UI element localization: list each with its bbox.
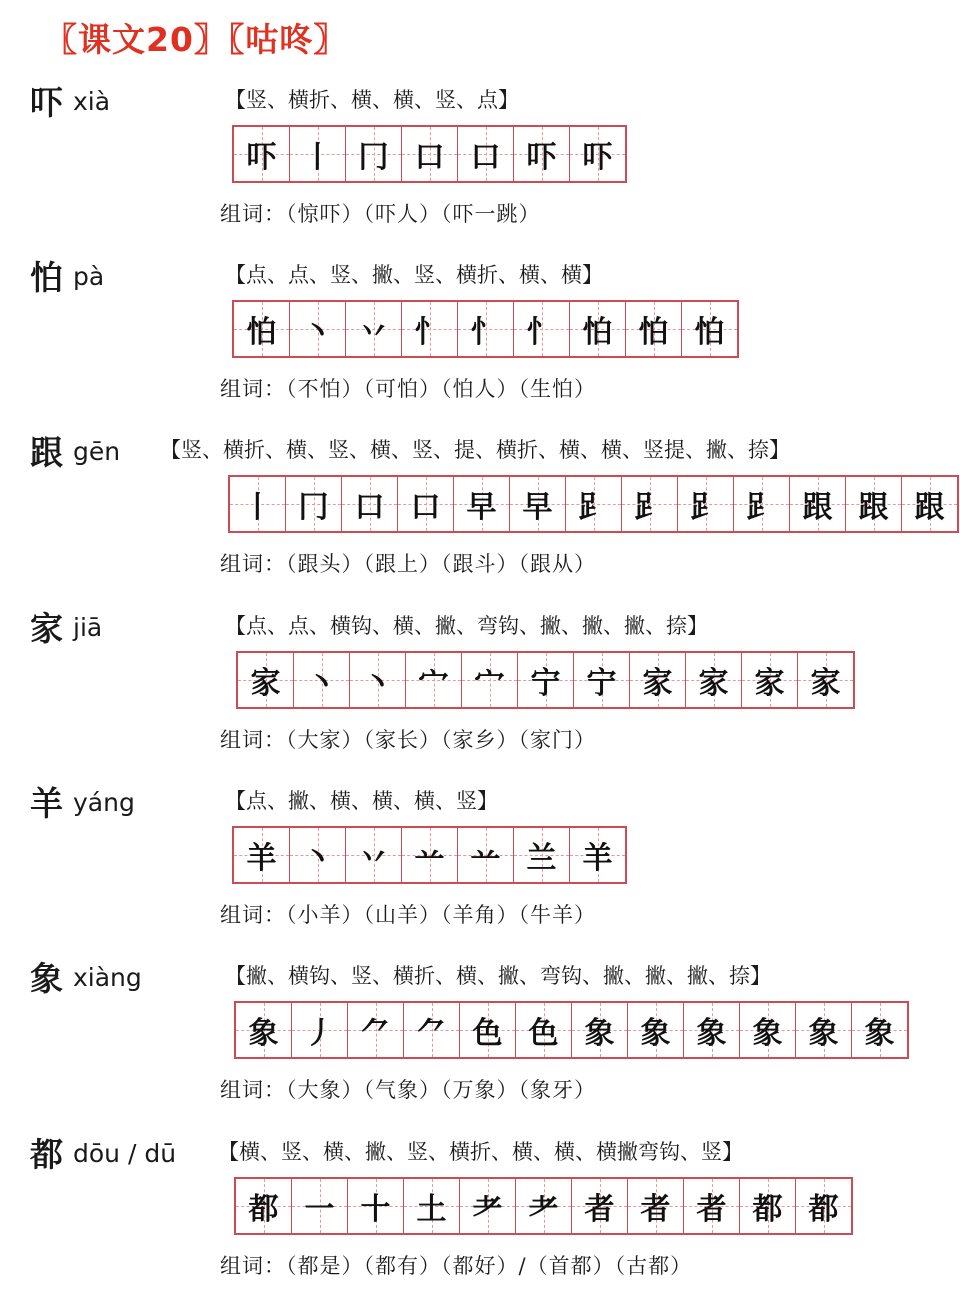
stroke-step: 兰	[526, 841, 557, 876]
character: 吓	[30, 83, 63, 122]
stroke-step: 家	[698, 666, 729, 701]
stroke-step: 早	[522, 490, 553, 525]
grid-cell	[286, 477, 342, 531]
grid-cell	[402, 828, 458, 882]
grid-cell	[346, 302, 402, 356]
word-examples: 组词：（不怕）（可怕）（怕人）（生怕）	[220, 377, 596, 401]
stroke-step: 宁	[530, 666, 561, 701]
stroke-step: 𧾷	[578, 490, 609, 525]
stroke-step: 忄	[526, 315, 557, 350]
pinyin: xià	[73, 87, 111, 116]
grid-cell	[514, 828, 570, 882]
stroke-step: 怕	[582, 315, 613, 350]
stroke-step: 早	[466, 490, 497, 525]
stroke-step: 象	[864, 1016, 895, 1051]
stroke-step: 冂	[298, 490, 329, 525]
grid-cell	[458, 828, 514, 882]
stroke-step: 都	[752, 1192, 783, 1227]
character-entry	[0, 82, 960, 252]
character-heading	[30, 958, 142, 999]
stroke-step: 宀	[474, 666, 505, 701]
stroke-step: 忄	[414, 315, 445, 350]
grid-cell	[734, 477, 790, 531]
grid-cell	[454, 477, 510, 531]
grid-cell	[342, 477, 398, 531]
grid-cell	[798, 653, 853, 707]
grid-cell	[458, 127, 514, 181]
stroke-order-grid	[234, 1177, 853, 1235]
grid-cell	[346, 828, 402, 882]
grid-cell	[402, 127, 458, 181]
stroke-order-text: 【竖、横折、横、横、竖、点】	[225, 88, 519, 112]
character: 羊	[30, 784, 63, 823]
stroke-step: 怕	[638, 315, 669, 350]
stroke-step: 𧾷	[690, 490, 721, 525]
grid-cell	[236, 1179, 292, 1233]
stroke-step: 𧾷	[746, 490, 777, 525]
grid-cell	[628, 1179, 684, 1233]
stroke-step: 家	[250, 666, 281, 701]
grid-cell	[902, 477, 957, 531]
stroke-step: 跟	[858, 490, 889, 525]
character: 怕	[30, 258, 63, 297]
stroke-step: 怕	[694, 315, 725, 350]
grid-cell	[740, 1179, 796, 1233]
stroke-step: 象	[248, 1016, 279, 1051]
stroke-step: 冂	[358, 140, 389, 175]
grid-cell	[682, 302, 737, 356]
character-heading	[30, 432, 120, 473]
stroke-step: 耂	[528, 1192, 559, 1227]
word-examples: 组词：（小羊）（山羊）（羊角）（牛羊）	[220, 903, 596, 927]
grid-cell	[346, 127, 402, 181]
character-entry	[0, 257, 960, 427]
grid-cell	[518, 653, 574, 707]
character-entry	[0, 432, 960, 602]
grid-cell	[516, 1179, 572, 1233]
grid-cell	[462, 653, 518, 707]
word-examples: 组词：（跟头）（跟上）（跟斗）（跟从）	[220, 552, 596, 576]
character: 都	[30, 1135, 63, 1174]
stroke-order-text: 【竖、横折、横、竖、横、竖、提、横折、横、横、竖提、撇、捺】	[160, 438, 790, 462]
grid-cell	[686, 653, 742, 707]
stroke-step: 跟	[914, 490, 945, 525]
stroke-step: 口	[470, 140, 501, 175]
character-heading	[30, 257, 104, 298]
stroke-step: 丶	[306, 666, 337, 701]
stroke-step: 羊	[246, 841, 277, 876]
grid-cell	[796, 1003, 852, 1057]
stroke-step: 家	[810, 666, 841, 701]
stroke-step: ⺈	[360, 1016, 391, 1051]
grid-cell	[514, 127, 570, 181]
pinyin: dōu / dū	[73, 1139, 177, 1168]
character-heading	[30, 82, 110, 123]
grid-cell	[846, 477, 902, 531]
grid-cell	[458, 302, 514, 356]
grid-cell	[796, 1179, 851, 1233]
character-entry	[0, 958, 960, 1128]
stroke-step: 口	[410, 490, 441, 525]
stroke-order-grid	[232, 300, 739, 358]
grid-cell	[290, 828, 346, 882]
grid-cell	[566, 477, 622, 531]
stroke-order-grid	[234, 1001, 909, 1059]
character-entry	[0, 783, 960, 953]
grid-cell	[350, 653, 406, 707]
stroke-order-text: 【点、点、竖、撇、竖、横折、横、横】	[225, 263, 603, 287]
stroke-step: 象	[696, 1016, 727, 1051]
grid-cell	[572, 1003, 628, 1057]
grid-cell	[294, 653, 350, 707]
stroke-step: 象	[752, 1016, 783, 1051]
grid-cell	[622, 477, 678, 531]
word-examples: 组词：（大家）（家长）（家乡）（家门）	[220, 728, 596, 752]
pinyin: xiàng	[73, 963, 142, 992]
stroke-step: 宁	[586, 666, 617, 701]
stroke-step: 象	[584, 1016, 615, 1051]
stroke-step: 口	[354, 490, 385, 525]
stroke-step: 十	[360, 1192, 391, 1227]
character-entry	[0, 1134, 960, 1304]
grid-cell	[292, 1179, 348, 1233]
grid-cell	[236, 1003, 292, 1057]
stroke-step: 吓	[526, 140, 557, 175]
character-heading	[30, 783, 135, 824]
stroke-step: 䒑	[414, 841, 445, 876]
stroke-step: 丷	[358, 315, 389, 350]
stroke-step: 怕	[246, 315, 277, 350]
stroke-order-text: 【横、竖、横、撇、竖、横折、横、横、横撇弯钩、竖】	[218, 1140, 743, 1164]
grid-cell	[570, 127, 625, 181]
stroke-order-text: 【点、点、横钩、横、撇、弯钩、撇、撇、撇、捺】	[225, 614, 708, 638]
word-examples: 组词：（都是）（都有）（都好）/（首都）（古都）	[220, 1254, 693, 1278]
character: 家	[30, 609, 63, 648]
grid-cell	[852, 1003, 907, 1057]
stroke-step: 忄	[470, 315, 501, 350]
stroke-order-text: 【点、撇、横、横、横、竖】	[225, 789, 498, 813]
pinyin: pà	[73, 262, 105, 291]
stroke-step: 者	[584, 1192, 615, 1227]
stroke-step: 家	[642, 666, 673, 701]
stroke-step: 丨	[302, 140, 333, 175]
grid-cell	[230, 477, 286, 531]
stroke-order-grid	[236, 651, 855, 709]
grid-cell	[348, 1003, 404, 1057]
grid-cell	[630, 653, 686, 707]
character: 象	[30, 959, 63, 998]
stroke-step: 䒑	[470, 841, 501, 876]
grid-cell	[348, 1179, 404, 1233]
stroke-step: 丶	[302, 841, 333, 876]
stroke-step: 宀	[418, 666, 449, 701]
stroke-step: 象	[640, 1016, 671, 1051]
stroke-step: 耂	[472, 1192, 503, 1227]
stroke-step: 土	[416, 1192, 447, 1227]
page-title: 〖课文20〗〖咕咚〗	[44, 20, 348, 59]
grid-cell	[460, 1003, 516, 1057]
grid-cell	[574, 653, 630, 707]
word-examples: 组词：（大象）（气象）（万象）（象牙）	[220, 1078, 596, 1102]
grid-cell	[290, 127, 346, 181]
grid-cell	[570, 828, 625, 882]
stroke-step: 吓	[246, 140, 277, 175]
pinyin: yáng	[73, 788, 135, 817]
pinyin: gēn	[73, 437, 121, 466]
stroke-step: 丶	[362, 666, 393, 701]
stroke-step: 色	[472, 1016, 503, 1051]
grid-cell	[740, 1003, 796, 1057]
stroke-step: 口	[414, 140, 445, 175]
stroke-step: 吓	[582, 140, 613, 175]
stroke-step: 都	[808, 1192, 839, 1227]
stroke-step: 都	[248, 1192, 279, 1227]
stroke-step: 跟	[802, 490, 833, 525]
grid-cell	[626, 302, 682, 356]
grid-cell	[790, 477, 846, 531]
grid-cell	[404, 1003, 460, 1057]
grid-cell	[234, 127, 290, 181]
stroke-step: 者	[640, 1192, 671, 1227]
grid-cell	[684, 1179, 740, 1233]
grid-cell	[404, 1179, 460, 1233]
stroke-order-text: 【撇、横钩、竖、横折、横、撇、弯钩、撇、撇、撇、捺】	[225, 964, 771, 988]
stroke-step: 丨	[242, 490, 273, 525]
grid-cell	[292, 1003, 348, 1057]
grid-cell	[514, 302, 570, 356]
stroke-step: ⺈	[416, 1016, 447, 1051]
grid-cell	[742, 653, 798, 707]
stroke-step: 者	[696, 1192, 727, 1227]
stroke-step: 一	[304, 1192, 335, 1227]
grid-cell	[516, 1003, 572, 1057]
grid-cell	[678, 477, 734, 531]
grid-cell	[460, 1179, 516, 1233]
stroke-order-grid	[232, 826, 627, 884]
grid-cell	[398, 477, 454, 531]
grid-cell	[570, 302, 626, 356]
character-heading	[30, 1134, 176, 1175]
pinyin: jiā	[73, 613, 103, 642]
grid-cell	[238, 653, 294, 707]
character: 跟	[30, 433, 63, 472]
grid-cell	[510, 477, 566, 531]
grid-cell	[234, 828, 290, 882]
grid-cell	[290, 302, 346, 356]
grid-cell	[406, 653, 462, 707]
grid-cell	[684, 1003, 740, 1057]
grid-cell	[402, 302, 458, 356]
character-heading	[30, 608, 102, 649]
stroke-step: 象	[808, 1016, 839, 1051]
stroke-order-grid	[228, 475, 959, 533]
stroke-step: 羊	[582, 841, 613, 876]
stroke-order-grid	[232, 125, 627, 183]
stroke-step: 丶	[302, 315, 333, 350]
stroke-step: 色	[528, 1016, 559, 1051]
stroke-step: 丿	[304, 1016, 335, 1051]
stroke-step: 丷	[358, 841, 389, 876]
grid-cell	[234, 302, 290, 356]
stroke-step: 家	[754, 666, 785, 701]
grid-cell	[572, 1179, 628, 1233]
stroke-step: 𧾷	[634, 490, 665, 525]
character-entry	[0, 608, 960, 778]
word-examples: 组词：（惊吓）（吓人）（吓一跳）	[220, 202, 541, 226]
grid-cell	[628, 1003, 684, 1057]
